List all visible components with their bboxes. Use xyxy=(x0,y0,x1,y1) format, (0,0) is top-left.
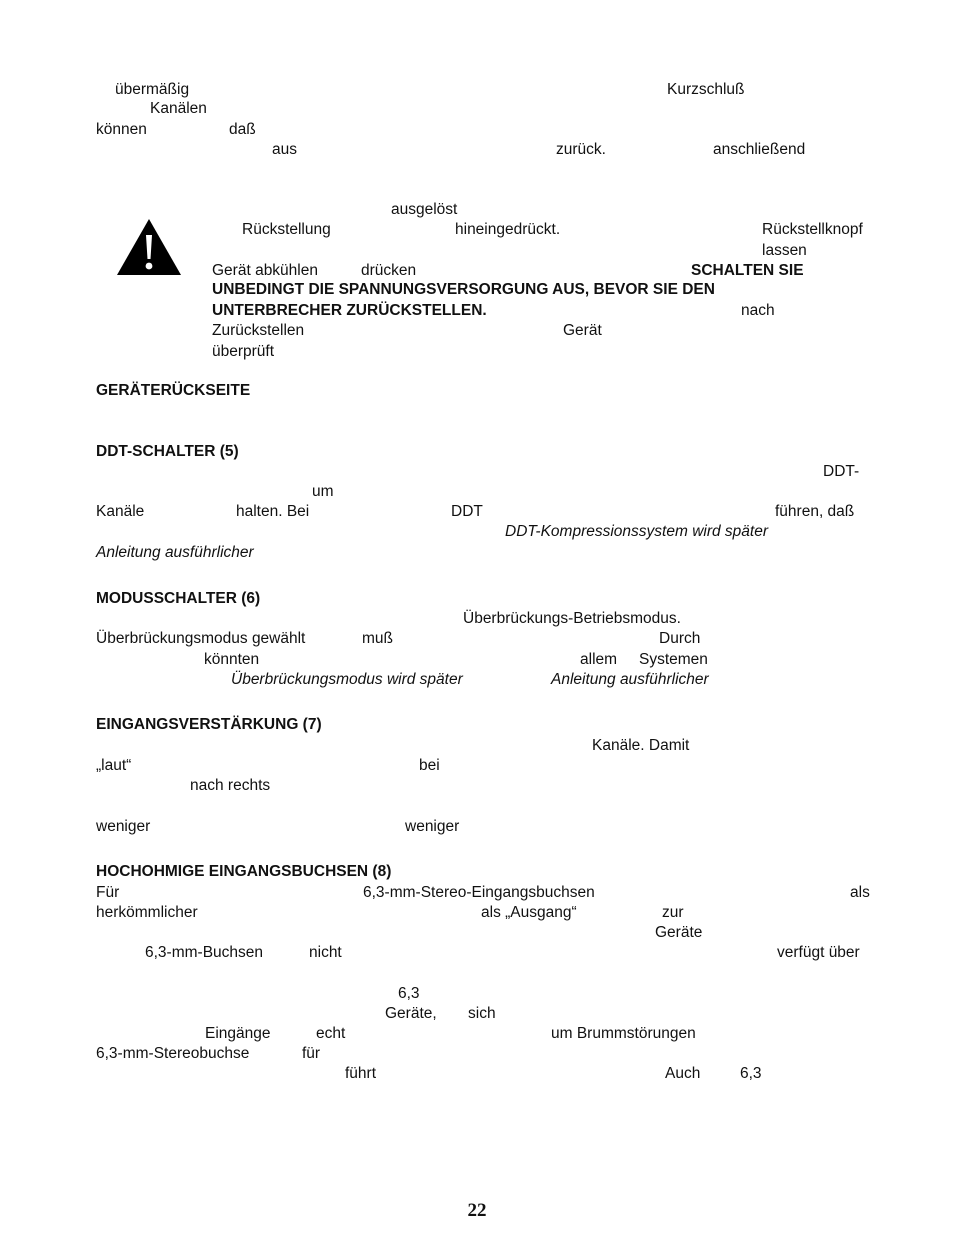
intro-word: zurück. xyxy=(556,141,606,158)
eingang-word: „laut“ xyxy=(96,757,132,774)
warning-bold-text: UNTERBRECHER ZURÜCKSTELLEN. xyxy=(212,302,487,319)
warning-word: hineingedrückt. xyxy=(455,221,561,238)
warning-word: Gerät xyxy=(563,322,602,339)
page-number: 22 xyxy=(467,1200,487,1221)
intro-word: daß xyxy=(229,121,256,138)
section-heading: EINGANGSVERSTÄRKUNG (7) xyxy=(96,716,322,733)
ddt-word: Kanäle xyxy=(96,503,145,520)
buchsen-word: 6,3-mm-Stereo-Eingangsbuchsen xyxy=(363,884,595,901)
modus-word: Systemen xyxy=(639,651,708,668)
warning-triangle-icon xyxy=(116,218,182,276)
ddt-word: DDT- xyxy=(823,463,860,480)
ddt-word: DDT xyxy=(451,503,483,520)
buchsen-word: echt xyxy=(316,1025,346,1042)
ddt-italic-text: DDT-Kompressionssystem wird später xyxy=(505,523,769,540)
intro-word: anschließend xyxy=(713,141,806,158)
warning-word: Zurückstellen xyxy=(212,322,305,339)
warning-bold-text: SCHALTEN SIE xyxy=(691,262,804,279)
buchsen-word: Geräte, xyxy=(385,1005,437,1022)
section-heading: HOCHOHMIGE EINGANGSBUCHSEN (8) xyxy=(96,863,392,880)
warning-word: überprüft xyxy=(212,343,275,360)
warning-word: drücken xyxy=(361,262,417,279)
buchsen-word: für xyxy=(302,1045,321,1062)
intro-word: Kanälen xyxy=(150,100,207,117)
warning-word: Rückstellknopf xyxy=(762,221,863,238)
buchsen-word: 6,3-mm-Stereobuchse xyxy=(96,1045,250,1062)
modus-word: Überbrückungsmodus gewählt xyxy=(96,630,306,647)
modus-word: muß xyxy=(362,630,393,647)
buchsen-word: 6,3-mm-Buchsen xyxy=(145,944,264,961)
buchsen-word: herkömmlicher xyxy=(96,904,198,921)
buchsen-word: als xyxy=(850,884,870,901)
intro-word: aus xyxy=(272,141,297,158)
eingang-word: Kanäle. Damit xyxy=(592,737,690,754)
buchsen-word: als „Ausgang“ xyxy=(481,904,577,921)
buchsen-word: 6,3 xyxy=(740,1065,762,1082)
buchsen-word: zur xyxy=(662,904,684,921)
buchsen-word: sich xyxy=(468,1005,496,1022)
warning-word: Gerät abkühlen xyxy=(212,262,318,279)
buchsen-word: führt xyxy=(345,1065,377,1082)
buchsen-word: um Brummstörungen xyxy=(551,1025,696,1042)
buchsen-word: Geräte xyxy=(655,924,703,941)
ddt-word: halten. Bei xyxy=(236,503,310,520)
warning-word: ausgelöst xyxy=(391,201,458,218)
warning-word: lassen xyxy=(762,242,807,259)
modus-word: Durch xyxy=(659,630,701,647)
warning-bold-text: UNBEDINGT DIE SPANNUNGSVERSORGUNG AUS, BEVOR SIE DEN xyxy=(212,281,715,298)
section-heading: GERÄTERÜCKSEITE xyxy=(96,382,251,399)
modus-word: könnten xyxy=(204,651,260,668)
ddt-italic-text: Anleitung ausführlicher xyxy=(96,544,254,561)
modus-word: Überbrückungs-Betriebsmodus. xyxy=(463,610,681,627)
buchsen-word: nicht xyxy=(309,944,342,961)
buchsen-word: Auch xyxy=(665,1065,701,1082)
intro-word: übermäßig xyxy=(115,81,190,98)
warning-word: nach xyxy=(741,302,775,319)
eingang-word: bei xyxy=(419,757,440,774)
modus-italic-text: Überbrückungsmodus wird später xyxy=(231,671,463,688)
buchsen-word: Für xyxy=(96,884,120,901)
section-heading: DDT-SCHALTER (5) xyxy=(96,443,239,460)
eingang-word: weniger xyxy=(96,818,151,835)
eingang-word: weniger xyxy=(405,818,460,835)
modus-italic-text: Anleitung ausführlicher xyxy=(551,671,709,688)
modus-word: allem xyxy=(580,651,618,668)
section-heading: MODUSSCHALTER (6) xyxy=(96,590,261,607)
ddt-word: um xyxy=(312,483,334,500)
intro-word: Kurzschluß xyxy=(667,81,745,98)
buchsen-word: verfügt über xyxy=(777,944,860,961)
buchsen-word: 6,3 xyxy=(398,985,420,1002)
eingang-word: nach rechts xyxy=(190,777,271,794)
intro-word: können xyxy=(96,121,147,138)
ddt-word: führen, daß xyxy=(775,503,855,520)
warning-word: Rückstellung xyxy=(242,221,331,238)
buchsen-word: Eingänge xyxy=(205,1025,271,1042)
